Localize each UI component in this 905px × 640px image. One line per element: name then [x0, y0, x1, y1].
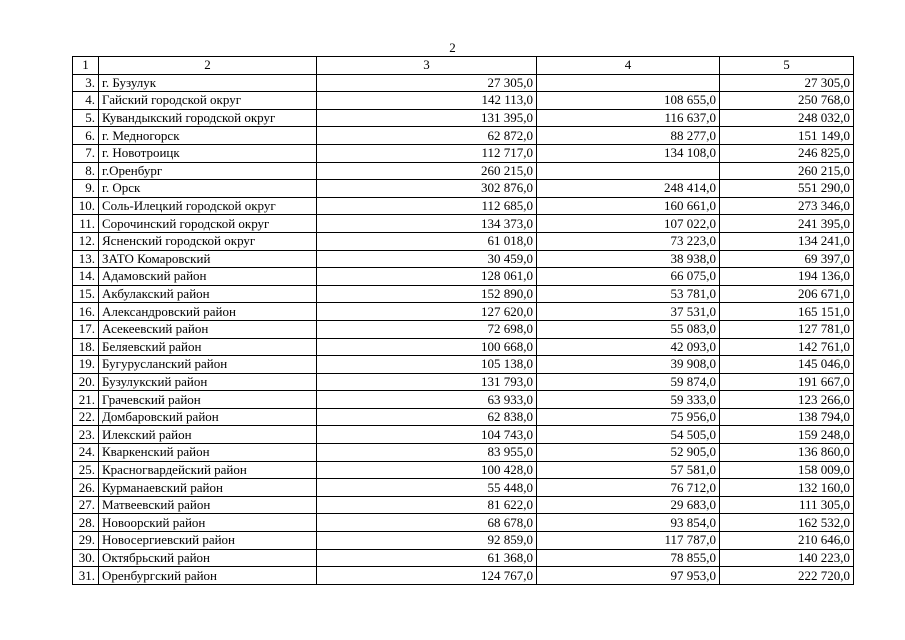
column-header: 2	[99, 57, 317, 75]
value-col-3: 104 743,0	[317, 426, 537, 444]
value-col-5: 260 215,0	[720, 162, 854, 180]
value-col-5: 241 395,0	[720, 215, 854, 233]
municipality-name: Бугурусланский район	[99, 356, 317, 374]
municipality-name: Кваркенский район	[99, 444, 317, 462]
row-number: 17.	[73, 320, 99, 338]
value-col-5: 127 781,0	[720, 320, 854, 338]
value-col-4: 248 414,0	[537, 180, 720, 198]
value-col-4	[537, 74, 720, 92]
table-header-row	[73, 57, 854, 75]
municipality-name: Грачевский район	[99, 391, 317, 409]
table-row	[73, 373, 854, 391]
table-row	[73, 514, 854, 532]
row-number: 10.	[73, 197, 99, 215]
table-row	[73, 426, 854, 444]
row-number: 12.	[73, 232, 99, 250]
row-number: 11.	[73, 215, 99, 233]
row-number: 30.	[73, 549, 99, 567]
municipality-name: Оренбургский район	[99, 567, 317, 585]
row-number: 21.	[73, 391, 99, 409]
value-col-5: 123 266,0	[720, 391, 854, 409]
value-col-4: 29 683,0	[537, 496, 720, 514]
value-col-3: 112 685,0	[317, 197, 537, 215]
value-col-3: 62 838,0	[317, 408, 537, 426]
row-number: 15.	[73, 285, 99, 303]
column-header: 5	[720, 57, 854, 75]
row-number: 18.	[73, 338, 99, 356]
table-row	[73, 479, 854, 497]
value-col-5: 162 532,0	[720, 514, 854, 532]
table-row	[73, 127, 854, 145]
value-col-5: 27 305,0	[720, 74, 854, 92]
row-number: 29.	[73, 532, 99, 550]
value-col-4: 93 854,0	[537, 514, 720, 532]
value-col-5: 145 046,0	[720, 356, 854, 374]
table-body	[73, 57, 854, 585]
table-row	[73, 74, 854, 92]
value-col-3: 302 876,0	[317, 180, 537, 198]
value-col-4: 97 953,0	[537, 567, 720, 585]
municipality-name: Сорочинский городской округ	[99, 215, 317, 233]
value-col-4: 108 655,0	[537, 92, 720, 110]
table-row	[73, 285, 854, 303]
municipality-name: Гайский городской округ	[99, 92, 317, 110]
row-number: 25.	[73, 461, 99, 479]
row-number: 14.	[73, 268, 99, 286]
municipality-name: г. Орск	[99, 180, 317, 198]
value-col-4: 88 277,0	[537, 127, 720, 145]
municipality-name: г. Медногорск	[99, 127, 317, 145]
value-col-4: 75 956,0	[537, 408, 720, 426]
value-col-5: 142 761,0	[720, 338, 854, 356]
column-header: 1	[73, 57, 99, 75]
municipality-name: г. Новотроицк	[99, 144, 317, 162]
value-col-3: 131 793,0	[317, 373, 537, 391]
value-col-4: 66 075,0	[537, 268, 720, 286]
municipality-name: Красногвардейский район	[99, 461, 317, 479]
row-number: 9.	[73, 180, 99, 198]
municipality-name: Соль-Илецкий городской округ	[99, 197, 317, 215]
value-col-3: 142 113,0	[317, 92, 537, 110]
value-col-3: 72 698,0	[317, 320, 537, 338]
value-col-5: 132 160,0	[720, 479, 854, 497]
table-row	[73, 408, 854, 426]
value-col-3: 100 428,0	[317, 461, 537, 479]
value-col-3: 62 872,0	[317, 127, 537, 145]
value-col-4: 52 905,0	[537, 444, 720, 462]
row-number: 23.	[73, 426, 99, 444]
table-row	[73, 109, 854, 127]
value-col-5: 158 009,0	[720, 461, 854, 479]
municipality-name: Александровский район	[99, 303, 317, 321]
value-col-4: 76 712,0	[537, 479, 720, 497]
row-number: 3.	[73, 74, 99, 92]
row-number: 6.	[73, 127, 99, 145]
value-col-3: 131 395,0	[317, 109, 537, 127]
row-number: 20.	[73, 373, 99, 391]
column-header: 3	[317, 57, 537, 75]
value-col-5: 136 860,0	[720, 444, 854, 462]
municipality-name: г. Бузулук	[99, 74, 317, 92]
value-col-5: 250 768,0	[720, 92, 854, 110]
row-number: 27.	[73, 496, 99, 514]
value-col-3: 124 767,0	[317, 567, 537, 585]
value-col-3: 100 668,0	[317, 338, 537, 356]
value-col-3: 105 138,0	[317, 356, 537, 374]
value-col-4	[537, 162, 720, 180]
value-col-5: 151 149,0	[720, 127, 854, 145]
value-col-4: 59 874,0	[537, 373, 720, 391]
municipality-name: г.Оренбург	[99, 162, 317, 180]
value-col-4: 73 223,0	[537, 232, 720, 250]
table-row	[73, 162, 854, 180]
municipality-name: Октябрьский район	[99, 549, 317, 567]
row-number: 7.	[73, 144, 99, 162]
table-row	[73, 567, 854, 585]
value-col-3: 63 933,0	[317, 391, 537, 409]
table-row	[73, 532, 854, 550]
municipality-name: Илекский район	[99, 426, 317, 444]
value-col-4: 42 093,0	[537, 338, 720, 356]
table-row	[73, 232, 854, 250]
value-col-5: 134 241,0	[720, 232, 854, 250]
value-col-3: 30 459,0	[317, 250, 537, 268]
table-row	[73, 92, 854, 110]
value-col-3: 83 955,0	[317, 444, 537, 462]
value-col-4: 116 637,0	[537, 109, 720, 127]
table-row	[73, 461, 854, 479]
row-number: 4.	[73, 92, 99, 110]
value-col-5: 165 151,0	[720, 303, 854, 321]
row-number: 16.	[73, 303, 99, 321]
value-col-3: 68 678,0	[317, 514, 537, 532]
value-col-4: 38 938,0	[537, 250, 720, 268]
value-col-3: 61 368,0	[317, 549, 537, 567]
value-col-5: 210 646,0	[720, 532, 854, 550]
value-col-4: 57 581,0	[537, 461, 720, 479]
value-col-3: 134 373,0	[317, 215, 537, 233]
value-col-3: 127 620,0	[317, 303, 537, 321]
budget-table	[72, 56, 854, 585]
table-row	[73, 391, 854, 409]
value-col-5: 222 720,0	[720, 567, 854, 585]
row-number: 28.	[73, 514, 99, 532]
value-col-4: 39 908,0	[537, 356, 720, 374]
value-col-4: 37 531,0	[537, 303, 720, 321]
municipality-name: Адамовский район	[99, 268, 317, 286]
value-col-5: 111 305,0	[720, 496, 854, 514]
value-col-5: 140 223,0	[720, 549, 854, 567]
table-row	[73, 320, 854, 338]
value-col-3: 260 215,0	[317, 162, 537, 180]
value-col-3: 61 018,0	[317, 232, 537, 250]
value-col-5: 138 794,0	[720, 408, 854, 426]
value-col-4: 107 022,0	[537, 215, 720, 233]
row-number: 26.	[73, 479, 99, 497]
row-number: 24.	[73, 444, 99, 462]
table-row	[73, 303, 854, 321]
municipality-name: Асекеевский район	[99, 320, 317, 338]
value-col-3: 152 890,0	[317, 285, 537, 303]
table-row	[73, 197, 854, 215]
table-row	[73, 356, 854, 374]
value-col-4: 54 505,0	[537, 426, 720, 444]
value-col-5: 551 290,0	[720, 180, 854, 198]
municipality-name: Новоорский район	[99, 514, 317, 532]
value-col-3: 92 859,0	[317, 532, 537, 550]
value-col-4: 59 333,0	[537, 391, 720, 409]
value-col-3: 112 717,0	[317, 144, 537, 162]
value-col-4: 160 661,0	[537, 197, 720, 215]
table-row	[73, 338, 854, 356]
column-header: 4	[537, 57, 720, 75]
value-col-5: 159 248,0	[720, 426, 854, 444]
value-col-5: 246 825,0	[720, 144, 854, 162]
value-col-4: 117 787,0	[537, 532, 720, 550]
municipality-name: Беляевский район	[99, 338, 317, 356]
row-number: 22.	[73, 408, 99, 426]
municipality-name: Новосергиевский район	[99, 532, 317, 550]
row-number: 31.	[73, 567, 99, 585]
value-col-5: 194 136,0	[720, 268, 854, 286]
row-number: 5.	[73, 109, 99, 127]
value-col-4: 53 781,0	[537, 285, 720, 303]
value-col-5: 273 346,0	[720, 197, 854, 215]
value-col-5: 191 667,0	[720, 373, 854, 391]
municipality-name: Курманаевский район	[99, 479, 317, 497]
table-row	[73, 444, 854, 462]
table-row	[73, 496, 854, 514]
table-row	[73, 549, 854, 567]
table-row	[73, 180, 854, 198]
value-col-3: 27 305,0	[317, 74, 537, 92]
table-row	[73, 215, 854, 233]
row-number: 19.	[73, 356, 99, 374]
municipality-name: Акбулакский район	[99, 285, 317, 303]
value-col-5: 69 397,0	[720, 250, 854, 268]
page-number: 2	[449, 40, 456, 55]
value-col-3: 81 622,0	[317, 496, 537, 514]
municipality-name: Домбаровский район	[99, 408, 317, 426]
value-col-3: 55 448,0	[317, 479, 537, 497]
municipality-name: Ясненский городской округ	[99, 232, 317, 250]
row-number: 13.	[73, 250, 99, 268]
table-row	[73, 144, 854, 162]
municipality-name: ЗАТО Комаровский	[99, 250, 317, 268]
value-col-4: 134 108,0	[537, 144, 720, 162]
value-col-5: 248 032,0	[720, 109, 854, 127]
value-col-5: 206 671,0	[720, 285, 854, 303]
table-row	[73, 268, 854, 286]
value-col-4: 55 083,0	[537, 320, 720, 338]
table-row	[73, 250, 854, 268]
municipality-name: Бузулукский район	[99, 373, 317, 391]
row-number: 8.	[73, 162, 99, 180]
municipality-name: Матвеевский район	[99, 496, 317, 514]
municipality-name: Кувандыкский городской округ	[99, 109, 317, 127]
value-col-4: 78 855,0	[537, 549, 720, 567]
value-col-3: 128 061,0	[317, 268, 537, 286]
